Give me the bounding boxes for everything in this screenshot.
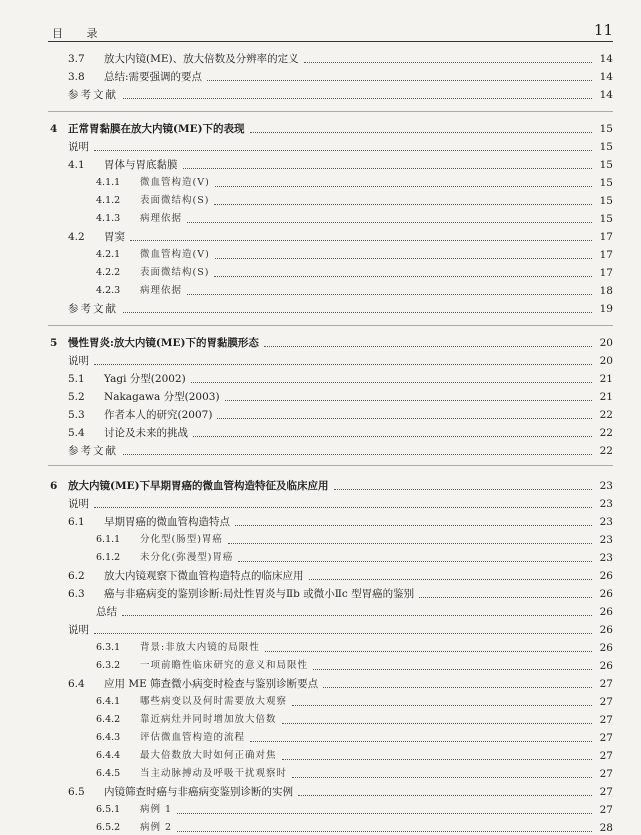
toc-entry-number: 6 <box>50 480 58 492</box>
toc-entry-page: 17 <box>599 231 613 243</box>
toc-entry-page: 27 <box>599 714 613 726</box>
dot-leader <box>94 363 592 365</box>
toc-entry <box>0 280 613 298</box>
toc-entry-page: 21 <box>599 373 613 385</box>
toc-entry <box>0 154 613 172</box>
dot-leader <box>123 453 592 455</box>
toc-entry <box>0 48 613 66</box>
dot-leader <box>313 668 592 670</box>
toc-entry-title: 背景:非放大内镜的局限性 <box>140 642 260 653</box>
toc-entry-title: 慢性胃炎:放大内镜(ME)下的胃黏膜形态 <box>68 337 259 349</box>
toc-entry-title: 讨论及未来的挑战 <box>104 427 188 439</box>
dot-leader <box>250 131 592 133</box>
toc-entry <box>0 817 613 835</box>
toc-entry-number: 6.4.2 <box>96 714 121 725</box>
toc-entry-page: 27 <box>599 786 613 798</box>
dot-leader <box>183 167 593 169</box>
toc-entry-page: 27 <box>599 768 613 780</box>
toc-entry-page: 15 <box>599 195 613 207</box>
toc-entry-title: 胃体与胃底黏膜 <box>104 159 178 171</box>
toc-entry <box>0 136 613 154</box>
toc-entry-number: 6.4 <box>68 678 85 690</box>
running-header-title: 目 录 <box>52 27 108 40</box>
toc-entry-number: 6.1 <box>68 516 85 528</box>
toc-entry-title: 癌与非癌病变的鉴别诊断:局灶性胃炎与Ⅱb 或微小Ⅱc 型胃癌的鉴别 <box>104 588 415 600</box>
toc-entry-number: 5 <box>50 337 58 349</box>
toc-entry-page: 27 <box>599 678 613 690</box>
toc-entry-page: 26 <box>599 624 613 636</box>
toc-entry <box>0 583 613 601</box>
toc-entry-page: 19 <box>599 303 613 315</box>
toc-entry <box>0 601 613 619</box>
dot-leader <box>94 506 592 508</box>
toc-entry-title: 分化型(肠型)胃癌 <box>140 534 223 545</box>
toc-entry-page: 17 <box>599 249 613 261</box>
toc-entry-title: 放大内镜(ME)下早期胃癌的微血管构造特征及临床应用 <box>68 480 329 492</box>
dot-leader <box>177 830 592 832</box>
dot-leader <box>123 311 592 313</box>
toc-entry-title: 评估微血管构造的流程 <box>140 732 246 743</box>
toc-entry-title: 放大内镜(ME)、放大倍数及分辨率的定义 <box>104 53 299 65</box>
toc-entry-page: 22 <box>599 445 613 457</box>
toc-entry-number: 6.1.1 <box>96 534 121 545</box>
dot-leader <box>217 417 592 419</box>
dot-leader <box>94 149 592 151</box>
toc-entry <box>0 475 613 493</box>
dot-leader <box>123 97 592 99</box>
dot-leader <box>94 632 592 634</box>
dot-leader <box>228 542 592 544</box>
toc-entry-number: 4.2 <box>68 231 85 243</box>
toc-entry-page: 15 <box>599 213 613 225</box>
dot-leader <box>238 560 592 562</box>
toc-entry-title: 病例 2 <box>140 822 173 833</box>
toc-entry-title: 参考文献 <box>68 89 118 101</box>
toc-entry-page: 15 <box>599 141 613 153</box>
toc-entry-number: 6.3 <box>68 588 85 600</box>
toc-entry <box>0 84 613 102</box>
toc-entry <box>0 709 613 727</box>
toc-entry-page: 26 <box>599 606 613 618</box>
toc-entry-number: 4.1.3 <box>96 213 121 224</box>
toc-entry-number: 6.4.4 <box>96 750 121 761</box>
dot-leader <box>193 435 592 437</box>
dot-leader <box>214 275 592 277</box>
toc-entry-number: 4 <box>50 123 58 135</box>
toc-entry-page: 22 <box>599 427 613 439</box>
toc-entry-number: 4.2.1 <box>96 249 121 260</box>
toc-entry <box>0 172 613 190</box>
toc-entry-title: 胃窦 <box>104 231 125 243</box>
toc-entry <box>0 637 613 655</box>
toc-entry-title: 最大倍数放大时如何正确对焦 <box>140 750 277 761</box>
toc-entry-title: 表面微结构(S) <box>140 267 210 278</box>
toc-entry <box>0 244 613 262</box>
toc-entry-title: 微血管构造(V) <box>140 177 210 188</box>
toc-entry <box>0 66 613 84</box>
toc-entry-title: 内镜筛查时癌与非癌病变鉴别诊断的实例 <box>104 786 293 798</box>
toc-entry-title: 靠近病灶并同时增加放大倍数 <box>140 714 277 725</box>
toc-entry-number: 4.1.1 <box>96 177 121 188</box>
toc-entry-page: 15 <box>599 123 613 135</box>
toc-entry-number: 4.2.3 <box>96 285 121 296</box>
toc-entry-title: 总结 <box>96 606 117 618</box>
toc-entry-title: 早期胃癌的微血管构造特点 <box>104 516 230 528</box>
toc-entry <box>0 332 613 350</box>
toc-entry <box>0 547 613 565</box>
toc-entry-title: 总结:需要强调的要点 <box>104 71 203 83</box>
toc-entry-title: 微血管构造(V) <box>140 249 210 260</box>
toc-entry-title: 应用 ME 筛查微小病变时检查与鉴别诊断要点 <box>104 678 319 690</box>
toc-entry <box>0 440 613 458</box>
running-header-page-number: 11 <box>593 21 613 39</box>
toc-entry <box>0 404 613 422</box>
toc-entry-page: 23 <box>599 516 613 528</box>
toc-entry-number: 6.3.2 <box>96 660 121 671</box>
toc-entry-title: 表面微结构(S) <box>140 195 210 206</box>
dot-leader <box>334 488 592 490</box>
dot-leader <box>130 239 592 241</box>
dot-leader <box>215 185 592 187</box>
dot-leader <box>225 399 592 401</box>
toc-entry-title: 说明 <box>68 498 89 510</box>
toc-entry-page: 27 <box>599 804 613 816</box>
toc-entry-page: 20 <box>599 337 613 349</box>
toc-entry <box>0 619 613 637</box>
toc-entry-title: 哪些病变以及何时需要放大观察 <box>140 696 288 707</box>
toc-entry-number: 6.4.3 <box>96 732 121 743</box>
toc-entry <box>0 781 613 799</box>
toc-entry-number: 4.1.2 <box>96 195 121 206</box>
dot-leader <box>292 704 592 706</box>
toc-entry-page: 28 <box>599 822 613 834</box>
toc-entry <box>0 118 613 136</box>
toc-entry-page: 14 <box>599 89 613 101</box>
toc-entry <box>0 493 613 511</box>
toc-entry <box>0 673 613 691</box>
toc-entry-number: 3.8 <box>68 71 85 83</box>
section-divider <box>48 325 613 326</box>
toc-entry-title: 作者本人的研究(2007) <box>104 409 213 421</box>
toc-entry-title: 说明 <box>68 624 89 636</box>
toc-entry-title: 正常胃黏膜在放大内镜(ME)下的表现 <box>68 123 245 135</box>
toc-entry-number: 5.3 <box>68 409 85 421</box>
toc-entry <box>0 529 613 547</box>
toc-entry-title: 说明 <box>68 141 89 153</box>
toc-entry <box>0 298 613 316</box>
toc-entry <box>0 727 613 745</box>
toc-entry-number: 4.2.2 <box>96 267 121 278</box>
toc-entry <box>0 691 613 709</box>
toc-entry <box>0 565 613 583</box>
toc-entry-number: 6.2 <box>68 570 85 582</box>
toc-entry <box>0 799 613 817</box>
toc-entry-page: 23 <box>599 552 613 564</box>
toc-entry <box>0 262 613 280</box>
dot-leader <box>304 61 592 63</box>
toc-entry <box>0 511 613 529</box>
toc-entry <box>0 190 613 208</box>
toc-entry-title: Nakagawa 分型(2003) <box>104 391 220 403</box>
toc-entry-title: 病理依据 <box>140 213 183 224</box>
toc-entry-number: 6.5.1 <box>96 804 121 815</box>
dot-leader <box>235 524 592 526</box>
section-divider <box>48 111 613 112</box>
toc-entry-page: 18 <box>599 285 613 297</box>
toc-entry-page: 21 <box>599 391 613 403</box>
toc-entry-number: 6.1.2 <box>96 552 121 563</box>
dot-leader <box>214 203 592 205</box>
toc-entry <box>0 226 613 244</box>
toc-entry-number: 6.3.1 <box>96 642 121 653</box>
toc-entry-page: 27 <box>599 750 613 762</box>
toc-entry-title: 未分化(弥漫型)胃癌 <box>140 552 234 563</box>
dot-leader <box>265 650 592 652</box>
dot-leader <box>187 221 592 223</box>
toc-entry <box>0 655 613 673</box>
dot-leader <box>122 614 592 616</box>
toc-entry-title: 当主动脉搏动及呼吸干扰观察时 <box>140 768 288 779</box>
toc-entry-number: 4.1 <box>68 159 85 171</box>
toc-entry-page: 17 <box>599 267 613 279</box>
toc-entry <box>0 208 613 226</box>
toc-entry-page: 27 <box>599 696 613 708</box>
toc-entry-number: 6.4.1 <box>96 696 121 707</box>
dot-leader <box>323 686 592 688</box>
toc-entry-page: 14 <box>599 53 613 65</box>
section-divider <box>48 465 613 466</box>
toc-entry-title: 病例 1 <box>140 804 173 815</box>
dot-leader <box>177 812 592 814</box>
toc-entry-page: 15 <box>599 177 613 189</box>
toc-entry-page: 22 <box>599 409 613 421</box>
dot-leader <box>191 381 592 383</box>
dot-leader <box>298 794 592 796</box>
toc-entry <box>0 386 613 404</box>
toc-entry-number: 3.7 <box>68 53 85 65</box>
dot-leader <box>282 758 592 760</box>
toc-entry-number: 5.4 <box>68 427 85 439</box>
toc-entry-page: 23 <box>599 480 613 492</box>
toc-entry-page: 26 <box>599 588 613 600</box>
toc-entry-title: 说明 <box>68 355 89 367</box>
toc-entry-page: 14 <box>599 71 613 83</box>
dot-leader <box>264 345 592 347</box>
toc-entry-page: 26 <box>599 642 613 654</box>
dot-leader <box>419 596 592 598</box>
dot-leader <box>215 257 592 259</box>
dot-leader <box>250 740 592 742</box>
toc-entry <box>0 745 613 763</box>
toc-entry-page: 23 <box>599 498 613 510</box>
toc-entry-title: 一项前瞻性临床研究的意义和局限性 <box>140 660 309 671</box>
toc-entry-page: 26 <box>599 570 613 582</box>
toc-entry <box>0 368 613 386</box>
toc-entry-page: 26 <box>599 660 613 672</box>
dot-leader <box>282 722 592 724</box>
toc-entry-number: 5.2 <box>68 391 85 403</box>
toc-entry-page: 23 <box>599 534 613 546</box>
toc-entry-page: 27 <box>599 732 613 744</box>
toc-entry-title: 参考文献 <box>68 445 118 457</box>
toc-entry-page: 20 <box>599 355 613 367</box>
toc-entry-page: 15 <box>599 159 613 171</box>
toc-entry <box>0 350 613 368</box>
toc-entry <box>0 763 613 781</box>
dot-leader <box>187 293 592 295</box>
toc-entry-number: 6.5.2 <box>96 822 121 833</box>
header-rule <box>48 41 613 42</box>
toc-entry-number: 6.4.5 <box>96 768 121 779</box>
toc-entry-title: 放大内镜观察下微血管构造特点的临床应用 <box>104 570 304 582</box>
toc-entry-title: 参考文献 <box>68 303 118 315</box>
toc-entry-number: 5.1 <box>68 373 85 385</box>
dot-leader <box>309 578 593 580</box>
toc-entry-title: 病理依据 <box>140 285 183 296</box>
toc-entry-title: Yagi 分型(2002) <box>104 373 186 385</box>
dot-leader <box>207 79 592 81</box>
toc-entry <box>0 422 613 440</box>
toc-entry-number: 6.5 <box>68 786 85 798</box>
dot-leader <box>292 776 592 778</box>
